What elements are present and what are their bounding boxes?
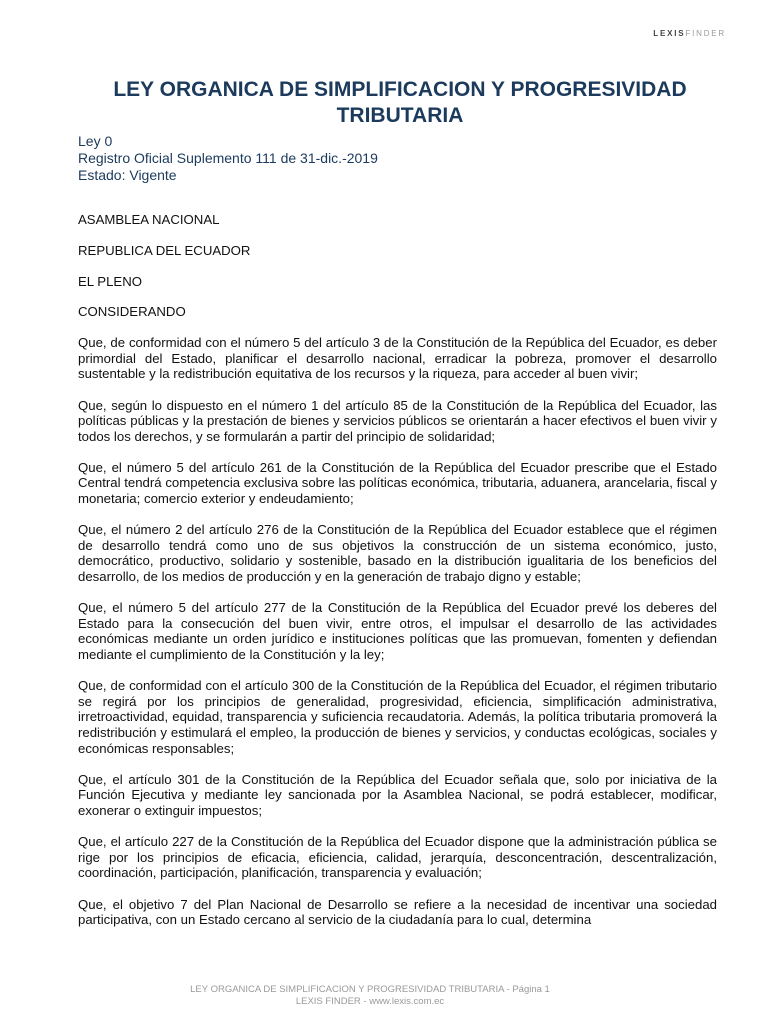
meta-ley: Ley 0 (78, 133, 113, 149)
brand-logo-part2: FINDER (685, 29, 726, 38)
footer-site-line: LEXIS FINDER - www.lexis.com.ec (295, 995, 445, 1007)
paragraph: Que, el número 5 del artículo 277 de la Constitución de la República del Ecuador prevé los deberes del Estado para la consecución del buen vivir, entre otros, el impulsar el desarrollo de las actividades económicas mediante un orden jurídico e instituciones políticas que las promuevan, fomenten y defiendan mediante el cumplimiento de la Constitución y la ley; (78, 600, 717, 662)
document-title: LEY ORGANICA DE SIMPLIFICACION Y PROGRESIVIDAD TRIBUTARIA (113, 78, 687, 127)
footer-title-line: LEY ORGANICA DE SIMPLIFICACION Y PROGRESIVIDAD TRIBUTARIA - Página 1 (190, 984, 550, 995)
heading-republica: REPUBLICA DEL ECUADOR (78, 242, 251, 258)
heading-pleno: EL PLENO (78, 273, 143, 289)
paragraph: Que, el artículo 227 de la Constitución de la República del Ecuador dispone que la administración pública se rige por los principios de eficacia, eficiencia, calidad, jerarquía, desconcentración, descentralización, coordinación, participación, planificación, transparencia y evaluación; (78, 834, 717, 881)
document-meta (78, 133, 718, 184)
paragraph: Que, según lo dispuesto en el número 1 del artículo 85 de la Constitución de la República del Ecuador, las políticas públicas y la prestación de bienes y servicios públicos se orientarán a hacer efectivos el buen vivir y todos los derechos, y se formularán a partir del principio de solidaridad; (78, 397, 717, 444)
paragraph: Que, el objetivo 7 del Plan Nacional de Desarrollo se refiere a la necesidad de incentivar una sociedad participativa, con un Estado cercano al servicio de la ciudadanía para lo cual, determina (78, 896, 717, 928)
page-footer (0, 984, 740, 1007)
meta-estado: Estado: Vigente (78, 167, 177, 183)
meta-registro: Registro Oficial Suplemento 111 de 31-dic.-2019 (78, 150, 378, 166)
paragraph: Que, el número 5 del artículo 261 de la Constitución de la República del Ecuador prescribe que el Estado Central tendrá competencia exclusiva sobre las políticas económica, tributaria, aduanera, arancelaria, fiscal y monetaria; comercio exterior y endeudamiento; (78, 459, 717, 507)
paragraph: Que, el número 2 del artículo 276 de la Constitución de la República del Ecuador establece que el régimen de desarrollo tendrá como uno de sus objetivos la construcción de un sistema económico, justo, democrático, productivo, solidario y sostenible, basado en la distribución igualitaria de los beneficios del desarrollo, de los medios de producción y en la generación de trabajo digno y estable; (78, 522, 717, 585)
paragraph: Que, el artículo 301 de la Constitución de la República del Ecuador señala que, solo por iniciativa de la Función Ejecutiva y mediante ley sancionada por la Asamblea Nacional, se podrá establecer, modificar, exonerar o extinguir impuestos; (78, 771, 717, 818)
paragraph: Que, de conformidad con el artículo 300 de la Constitución de la República del Ecuador, el régimen tributario se regirá por los principios de generalidad, progresividad, eficiencia, simplificación administrativa, irretroactividad, equidad, transparencia y suficiencia recaudatoria. Además, la política tributaria promoverá la redistribución y estimulará el empleo, la producción de bienes y servicios, y conductas ecológicas, sociales y económicas responsables; (78, 678, 717, 756)
brand-logo-part1: LEXIS (653, 29, 686, 38)
heading-asamblea: ASAMBLEA NACIONAL (78, 212, 220, 227)
paragraph: Que, de conformidad con el número 5 del artículo 3 de la Constitución de la República del Ecuador, es deber primordial del Estado, planificar el desarrollo nacional, erradicar la pobreza, promover el desarrollo sustentable y la redistribución equitativa de los recursos y la riqueza, para acceder al buen vivir; (78, 335, 717, 382)
brand-logo (653, 29, 726, 38)
document-body (78, 212, 717, 943)
heading-considerando: CONSIDERANDO (78, 304, 186, 320)
